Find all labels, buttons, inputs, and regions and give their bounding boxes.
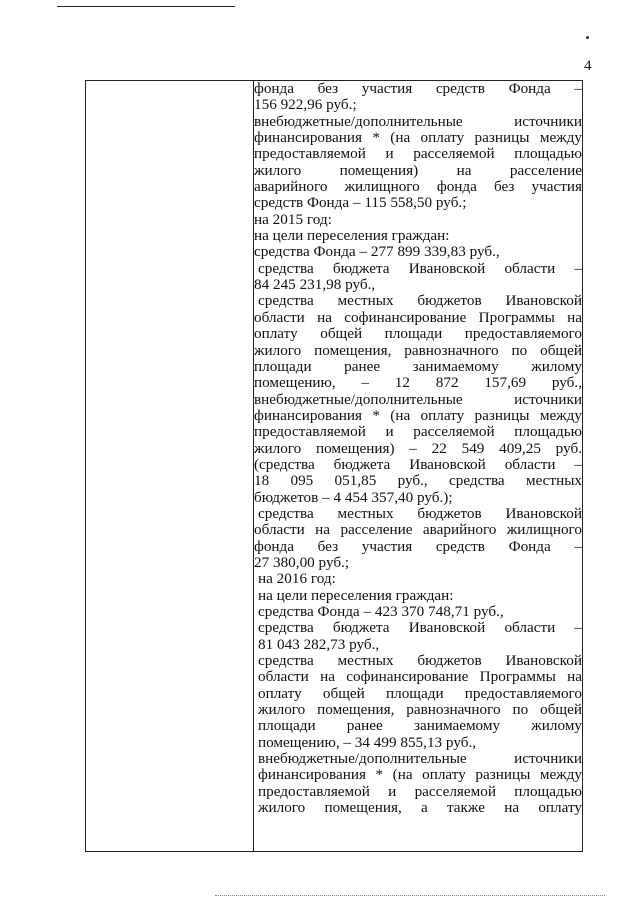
text-line: внебюджетные/дополнительные источники <box>258 751 582 768</box>
text-line: помещению, – 34 499 855,13 руб., <box>258 734 477 751</box>
text-line: жилого помещения) – 22 549 409,25 руб. <box>254 440 582 457</box>
text-line: внебюджетные/дополнительные источники <box>254 113 582 130</box>
text-line: аварийного жилищного фонда без участия <box>254 179 582 196</box>
scan-speck <box>586 36 589 39</box>
text-line: 27 380,00 руб.; <box>254 554 350 571</box>
text-line: на 2015 год: <box>254 211 332 228</box>
text-line: фонда без участия средств Фонда – <box>254 538 582 555</box>
text-line: на цели переселения граждан: <box>254 228 450 245</box>
text-line: средств Фонда – 115 558,50 руб.; <box>254 195 467 212</box>
text-line: 84 245 231,98 руб., <box>254 277 376 294</box>
text-line: средства Фонда – 423 370 748,71 руб., <box>258 604 504 620</box>
right-cell-text <box>254 81 582 816</box>
text-line: предоставляемой и расселяемой площадью <box>258 783 582 800</box>
text-line: оплату общей площади предоставляемого <box>258 685 582 702</box>
text-line: средства бюджета Ивановской области – <box>258 260 582 277</box>
text-line: 81 043 282,73 руб., <box>258 636 380 653</box>
text-line: жилого помещения, равнозначного по общей <box>254 342 582 359</box>
text-line: средства местных бюджетов Ивановской <box>258 653 582 670</box>
text-line: жилого помещения, равнозначного по общей <box>258 702 582 719</box>
text-line: (средства бюджета Ивановской области – <box>254 456 582 473</box>
text-line: предоставляемой и расселяемой площадью <box>254 146 582 163</box>
text-line: средства местных бюджетов Ивановской <box>258 505 582 522</box>
text-line: жилого помещения) на расселение <box>254 162 582 179</box>
program-table <box>85 80 583 852</box>
text-line: жилого помещения, а также на оплату <box>258 800 582 817</box>
right-cell <box>254 81 583 852</box>
text-line: фонда без участия средств Фонда – <box>254 81 582 97</box>
text-line: финансирования * (на оплату разницы между <box>254 407 582 424</box>
text-line: области на софинансирование Программы на <box>254 309 582 326</box>
text-line: внебюджетные/дополнительные источники <box>254 391 582 408</box>
text-line: средства бюджета Ивановской области – <box>258 620 582 637</box>
text-line: оплату общей площади предоставляемого <box>254 326 582 343</box>
text-line: средства местных бюджетов Ивановской <box>258 293 582 310</box>
page-number: 4 <box>584 58 592 74</box>
text-line: на цели переселения граждан: <box>258 587 454 604</box>
text-line: средства Фонда – 277 899 339,83 руб., <box>254 244 500 261</box>
text-line: 156 922,96 руб.; <box>254 97 357 114</box>
text-line: помещению, – 12 872 157,69 руб., <box>254 375 582 392</box>
text-line: бюджетов – 4 454 357,40 руб.); <box>254 489 453 506</box>
text-line: области на расселение аварийного жилищного <box>254 522 582 539</box>
text-line: 18 095 051,85 руб., средства местных <box>254 473 582 490</box>
text-line: области на софинансирование Программы на <box>258 669 582 686</box>
text-line: финансирования * (на оплату разницы между <box>254 130 582 147</box>
text-line: площади ранее занимаемому жилому <box>254 358 582 375</box>
text-line: площади ранее занимаемому жилому <box>258 718 582 735</box>
table-row <box>86 81 583 852</box>
left-cell <box>86 81 254 852</box>
text-line: финансирования * (на оплату разницы между <box>258 767 582 784</box>
text-line: предоставляемой и расселяемой площадью <box>254 424 582 441</box>
scan-artifact-line <box>215 895 605 896</box>
top-rule <box>57 6 235 7</box>
text-line: на 2016 год: <box>258 571 336 588</box>
